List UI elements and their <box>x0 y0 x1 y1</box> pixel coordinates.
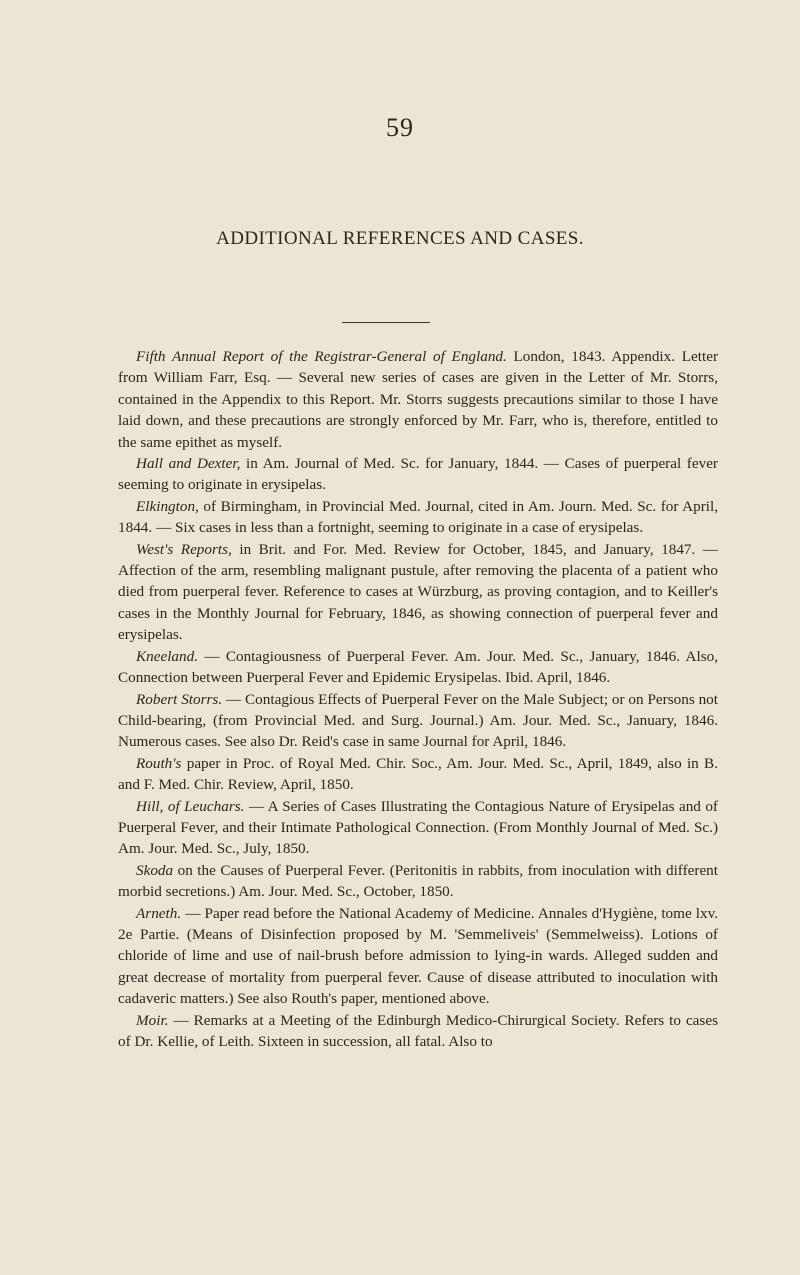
reference-text: on the Causes of Puerperal Fever. (Peritonitis in rabbits, from inoculation with different morbid secretions.) Am. Jour. Med. Sc., October, 1850. <box>118 861 718 901</box>
reference-text: — Remarks at a Meeting of the Edinburgh Medico-Chirurgical Society. Refers to cases of Dr. Kellie, of Leith. Sixteen in succession, all fatal. Also to <box>118 1011 718 1050</box>
reference-text: — A Series of Cases Illustrating the Contagious Nature of Erysipelas and of Puerperal Fever, and their Intimate Pathological Connection. (From Monthly Journal of Med. Sc.) Am. Jour. Med. Sc., July, 1850. <box>118 797 718 858</box>
reference-text: — Contagious Effects of Puerperal Fever on the Male Subject; or on Persons not Child-bearing, (from Provincial Med. and Surg. Journal.) Am. Jour. Med. Sc., January, 1846. Numerous cases. See also Dr. Reid's case in same Journal for April, 1846. <box>118 690 718 751</box>
reference-lead: Skoda <box>136 861 174 879</box>
reference-entry <box>118 646 718 689</box>
reference-lead: Hall and Dexter, <box>136 455 241 473</box>
reference-entry <box>118 860 718 903</box>
reference-lead: Hill, of Leuchars. <box>136 797 245 815</box>
reference-text: — Contagiousness of Puerperal Fever. Am. Jour. Med. Sc., January, 1846. Also, Connection between Puerperal Fever and Epidemic Erysipelas. Ibid. April, 1846. <box>118 647 718 687</box>
page-title: ADDITIONAL REFERENCES AND CASES. <box>216 228 584 249</box>
reference-lead: Arneth. <box>136 904 182 922</box>
reference-lead: Elkington, <box>136 497 199 515</box>
references-body <box>118 346 718 1052</box>
reference-entry <box>118 689 718 753</box>
page-number: 59 <box>386 113 414 142</box>
reference-entry <box>118 346 718 453</box>
reference-text: in Am. Journal of Med. Sc. for January, 1844. — Cases of puerperal fever seeming to originate in erysipelas. <box>118 455 718 494</box>
reference-lead: Routh's <box>136 754 182 772</box>
divider-rule <box>342 322 430 323</box>
reference-text: paper in Proc. of Royal Med. Chir. Soc., Am. Jour. Med. Sc., April, 1849, also in B. and F. Med. Chir. Review, April, 1850. <box>118 754 718 794</box>
reference-lead: West's Reports, <box>136 540 232 558</box>
reference-text: in Brit. and For. Med. Review for October, 1845, and January, 1847. — Affection of the arm, resembling malignant pustule, after removing the placenta of a patient who died from puerperal fever. Reference to cases at Würzburg, as proving contagion, and to Keiller's cases in the Monthly Journal for February, 1846, as showing connection of puerperal fever and erysipelas. <box>118 540 719 644</box>
reference-text: — Paper read before the National Academy of Medicine. Annales d'Hygiène, tome lxv. 2e Partie. (Means of Disinfection proposed by M. 'Semmeliveis' (Semmelweiss). Lotions of chloride of lime and use of nail-brush before admission to lying-in wards. Alleged sudden and great decrease of mortality from puerperal fever. Cause of disease attributed to inoculation with cadaveric matters.) See also Routh's paper, mentioned above. <box>118 904 718 1008</box>
reference-lead: Kneeland. <box>136 647 199 665</box>
reference-entry <box>118 1010 718 1053</box>
reference-text: of Birmingham, in Provincial Med. Journal, cited in Am. Journ. Med. Sc. for April, 1844. — Six cases in less than a fortnight, seeming to originate in a case of erysipelas. <box>118 497 718 537</box>
reference-entry <box>118 453 718 496</box>
reference-entry <box>118 539 718 646</box>
reference-lead: Robert Storrs. <box>136 690 223 708</box>
reference-entry <box>118 753 718 796</box>
reference-entry <box>118 903 718 1010</box>
reference-entry <box>118 796 718 860</box>
reference-lead: Moir. <box>136 1011 169 1029</box>
reference-text: London, 1843. Appendix. Letter from William Farr, Esq. — Several new series of cases are given in the Letter of Mr. Storrs, contained in the Appendix to this Report. Mr. Storrs suggests precautions similar to those I have laid down, and these precautions are strongly enforced by Mr. Farr, who is, therefore, entitled to the same epithet as myself. <box>118 348 718 451</box>
reference-lead: Fifth Annual Report of the Registrar-General of England. <box>136 348 507 365</box>
reference-entry <box>118 496 718 539</box>
